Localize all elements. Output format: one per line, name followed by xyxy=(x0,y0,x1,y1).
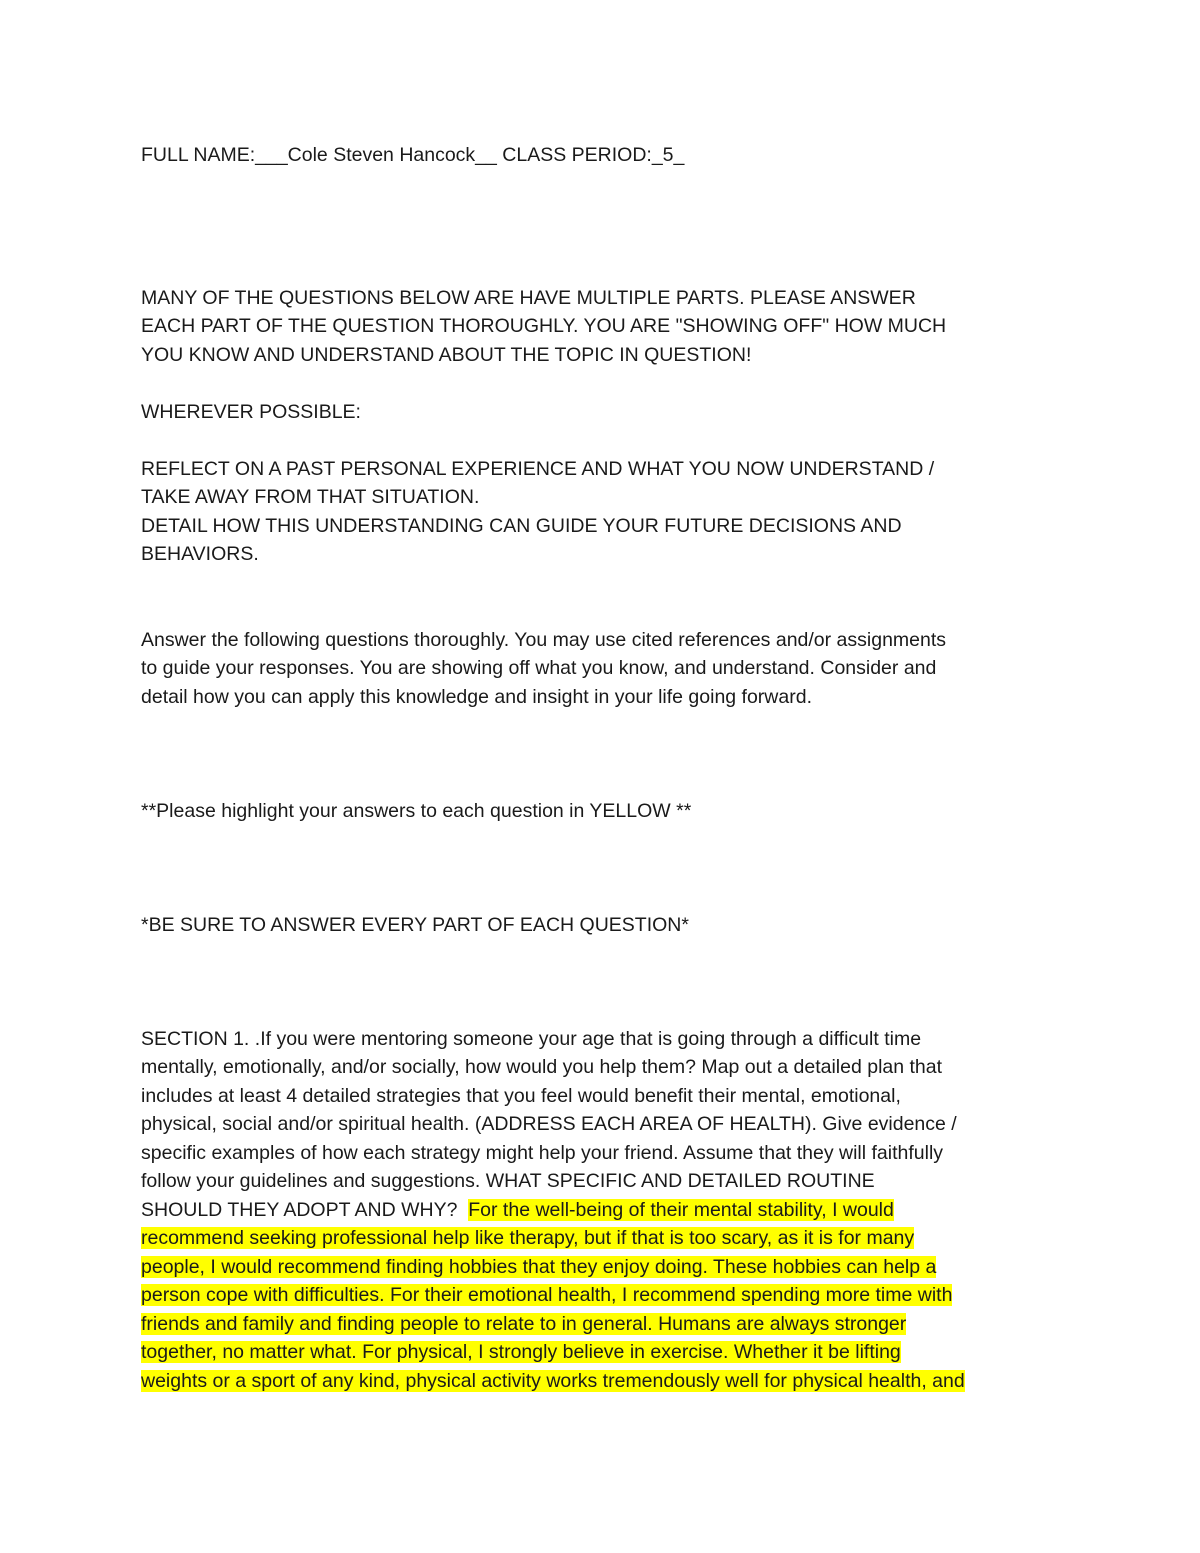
section-1-answer-highlight: weights or a sport of any kind, physical activity works tremendously well for physical health, and xyxy=(141,1369,965,1392)
reflect-line: TAKE AWAY FROM THAT SITUATION. xyxy=(141,486,480,508)
section-1-question-line: physical, social and/or spiritual health. (ADDRESS EACH AREA OF HEALTH). Give evidence / xyxy=(141,1113,957,1135)
section-1-question-tail: SHOULD THEY ADOPT AND WHY? xyxy=(141,1198,469,1221)
intro-paragraph xyxy=(141,284,1061,370)
section-1-answer-line xyxy=(141,1367,1061,1396)
spacer xyxy=(141,569,1061,626)
spacer xyxy=(141,939,1061,1025)
section-1-mixed-line xyxy=(141,1196,1061,1225)
section-1-answer-highlight: people, I would recommend finding hobbies that they enjoy doing. These hobbies can help a xyxy=(141,1255,937,1278)
spacer xyxy=(141,170,1061,284)
reflect-line: BEHAVIORS. xyxy=(141,543,259,565)
reflect-line: REFLECT ON A PAST PERSONAL EXPERIENCE AND WHAT YOU NOW UNDERSTAND / xyxy=(141,457,935,480)
reflect-paragraph xyxy=(141,455,1061,569)
spacer xyxy=(141,825,1061,911)
section-1-question-line: includes at least 4 detailed strategies that you feel would benefit their mental, emotional, xyxy=(141,1084,901,1107)
section-1-answer-highlight: For the well-being of their mental stability, I would xyxy=(468,1198,894,1221)
instructions-paragraph xyxy=(141,626,1061,712)
intro-line: EACH PART OF THE QUESTION THOROUGHLY. YOU ARE "SHOWING OFF" HOW MUCH xyxy=(141,315,947,337)
intro-line: YOU KNOW AND UNDERSTAND ABOUT THE TOPIC IN QUESTION! xyxy=(141,343,752,366)
section-1-answer-line xyxy=(141,1281,1061,1310)
spacer xyxy=(141,369,1061,398)
section-1-answer-highlight: together, no matter what. For physical, I strongly believe in exercise. Whether it be lifting xyxy=(141,1341,901,1363)
spacer xyxy=(141,426,1061,455)
section-1-question-line: SECTION 1. .If you were mentoring someone your age that is going through a difficult time xyxy=(141,1027,922,1050)
section-1-answer-line xyxy=(141,1224,1061,1253)
section-1-answer-line xyxy=(141,1310,1061,1339)
section-1 xyxy=(141,1025,1061,1396)
answer-every-part-note: *BE SURE TO ANSWER EVERY PART OF EACH QUESTION* xyxy=(141,913,689,936)
instructions-line: Answer the following questions thoroughly. You may use cited references and/or assignments xyxy=(141,628,947,651)
section-1-answer-line xyxy=(141,1338,1061,1367)
section-1-answer-highlight: recommend seeking professional help like therapy, but if that is too scary, as it is for many xyxy=(141,1227,915,1249)
spacer xyxy=(141,711,1061,797)
section-1-answer-line xyxy=(141,1253,1061,1282)
instructions-line: to guide your responses. You are showing off what you know, and understand. Consider and xyxy=(141,657,937,679)
name-period-line: FULL NAME:___Cole Steven Hancock__ CLASS PERIOD:_5_ xyxy=(141,144,685,166)
intro-line: MANY OF THE QUESTIONS BELOW ARE HAVE MULTIPLE PARTS. PLEASE ANSWER xyxy=(141,286,916,309)
section-1-answer-highlight: friends and family and finding people to relate to in general. Humans are always stronger xyxy=(141,1312,907,1335)
section-1-answer-highlight: person cope with difficulties. For their emotional health, I recommend spending more time with xyxy=(141,1284,953,1306)
wherever-possible-heading: WHEREVER POSSIBLE: xyxy=(141,400,361,423)
section-1-question-line: mentally, emotionally, and/or socially, how would you help them? Map out a detailed plan that xyxy=(141,1056,943,1078)
instructions-line: detail how you can apply this knowledge and insight in your life going forward. xyxy=(141,685,812,708)
section-1-question-line: specific examples of how each strategy might help your friend. Assume that they will faithfully xyxy=(141,1141,944,1164)
highlight-instruction: **Please highlight your answers to each question in YELLOW ** xyxy=(141,799,692,822)
document-body xyxy=(141,141,1061,1395)
section-1-question-line: follow your guidelines and suggestions. WHAT SPECIFIC AND DETAILED ROUTINE xyxy=(141,1170,875,1192)
reflect-line: DETAIL HOW THIS UNDERSTANDING CAN GUIDE YOUR FUTURE DECISIONS AND xyxy=(141,514,902,537)
